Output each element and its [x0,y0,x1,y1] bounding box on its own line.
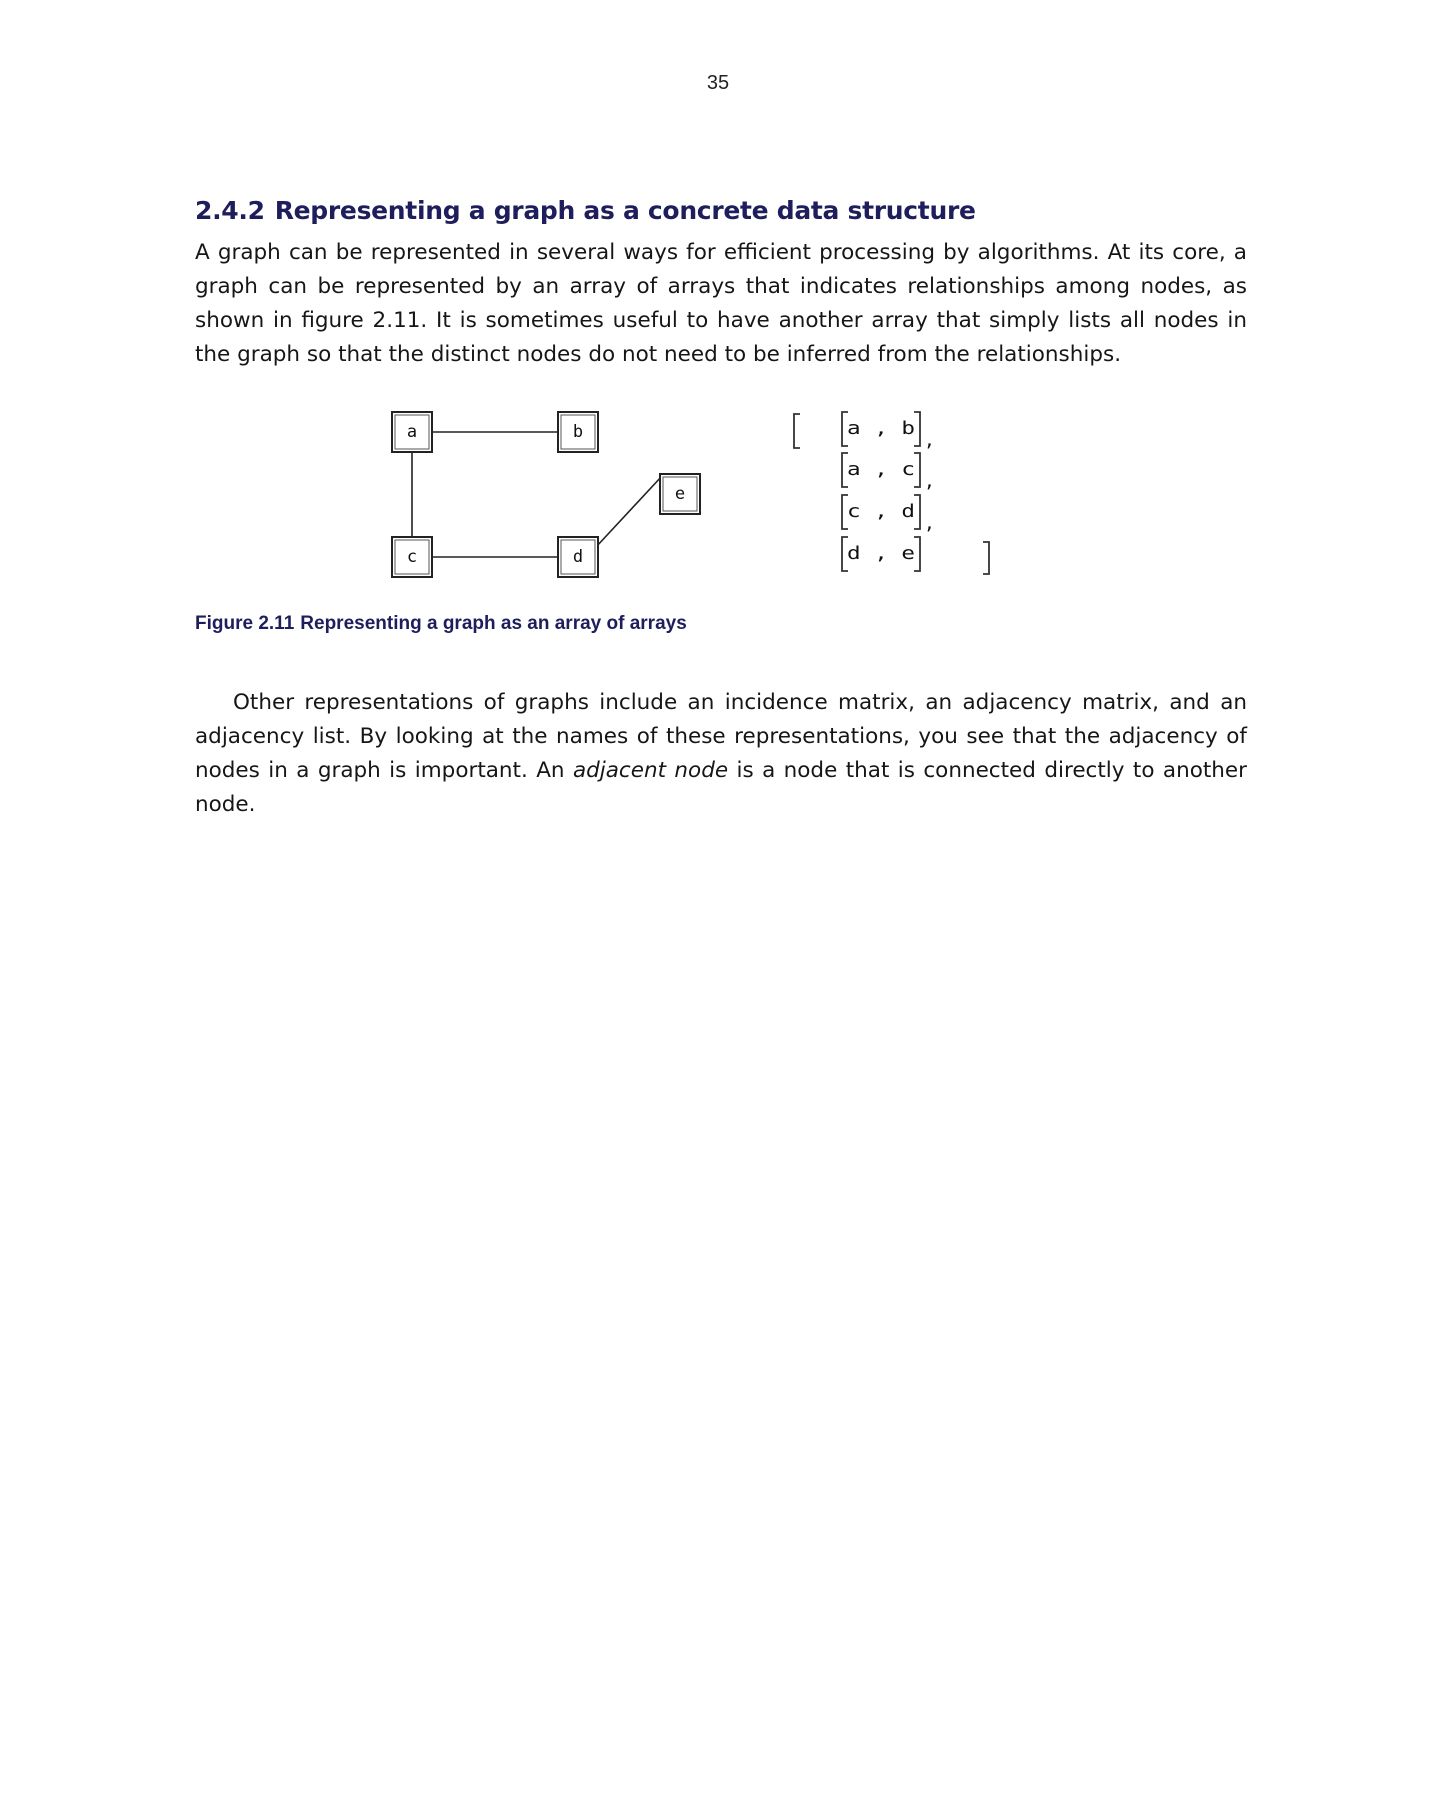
section-title: Representing a graph as a concrete data structure [274,196,976,225]
array-row-3-text: c , d [847,501,915,522]
array-row-2 [842,453,935,492]
figure-caption-number: Figure 2.11 [195,613,295,634]
graph-figure [380,402,1020,592]
outer-close-bracket [983,542,989,574]
intro-paragraph: A graph can be represented in several ways for efficient processing by algorithms. At its core, a graph can be represented by an array of arrays that indicates relationships among nodes, as shown in figure 2.11. It is sometimes useful to have another array that simply lists all nodes in the graph so that the distinct nodes do not need to be inferred from the relationships. [195,240,1247,367]
adjacent-node-term: adjacent node [572,758,729,783]
array-row-4 [842,537,920,571]
body-paragraph-before: Other representations of graphs include an incidence matrix, an adjacency matrix, and an adjacency list. By looking at the names of these representations, you see that the adjacency of nodes in a graph is important. An [195,690,1247,783]
node-d-label: d [572,547,584,567]
page-number: 35 [706,72,730,94]
array-row-1-comma: , [924,430,935,451]
array-row-4-text: d , e [847,543,915,564]
array-row-3-comma: , [924,513,935,534]
node-b [558,412,598,452]
body-paragraph-after: is a node that is connected directly to another node. [195,758,1247,817]
array-row-2-text: a , c [847,459,915,480]
figure-caption-text: Representing a graph as an array of arrays [300,613,687,634]
node-a [392,412,432,452]
array-row-1 [842,412,935,451]
section-number: 2.4.2 [195,196,265,225]
graph-figure-svg [380,402,1020,592]
array-row-1-text: a , b [847,418,915,439]
body-paragraph [195,686,1247,822]
array-row-3 [842,495,935,534]
node-d [558,537,598,577]
node-c [392,537,432,577]
node-e [660,474,700,514]
array-row-2-comma: , [924,471,935,492]
figure-caption [195,613,687,635]
section-heading [195,196,976,225]
edge-d-e [596,476,662,547]
node-a-label: a [406,422,418,442]
node-e-label: e [674,484,686,504]
outer-open-bracket [794,414,800,448]
node-c-label: c [406,547,418,567]
node-b-label: b [572,422,584,442]
